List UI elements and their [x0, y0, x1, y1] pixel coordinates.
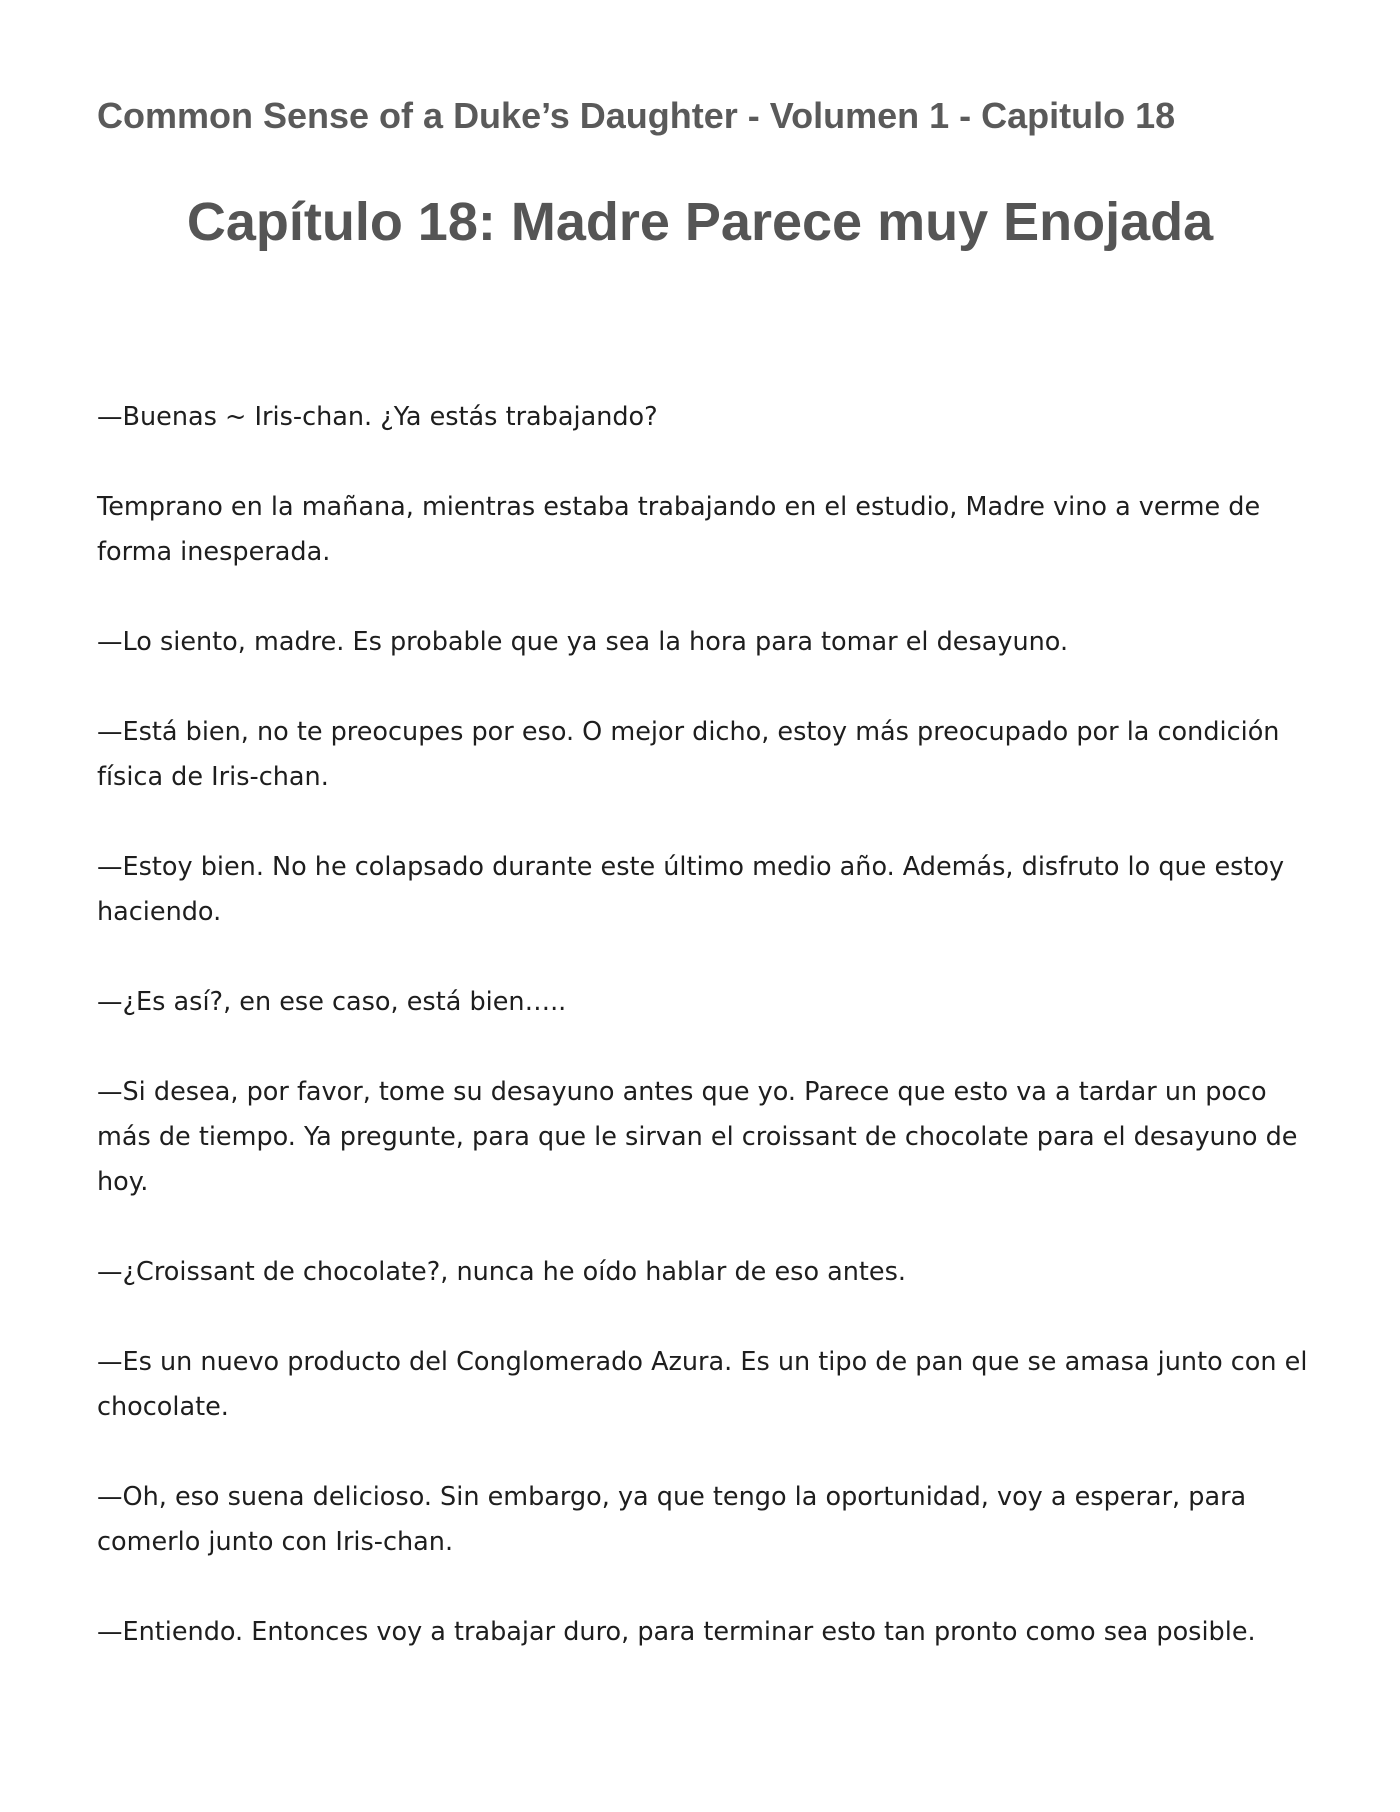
paragraph: —Está bien, no te preocupes por eso. O mejor dicho, estoy más preocupado por la condición física de Iris-chan. [97, 717, 1280, 792]
paragraph: —Lo siento, madre. Es probable que ya sea la hora para tomar el desayuno. [97, 627, 1069, 657]
series-header: Common Sense of a Duke’s Daughter - Volumen 1 - Capitulo 18 [97, 95, 1176, 136]
paragraph: —¿Croissant de chocolate?, nunca he oído hablar de eso antes. [97, 1257, 907, 1287]
paragraph: —Estoy bien. No he colapsado durante este último medio año. Además, disfruto lo que estoy haciendo. [97, 852, 1285, 927]
chapter-title: Capítulo 18: Madre Parece muy Enojada [186, 192, 1214, 252]
paragraph: —Oh, eso suena delicioso. Sin embargo, ya que tengo la oportunidad, voy a esperar, para comerlo junto con Iris-chan. [97, 1482, 1247, 1557]
paragraph: —Es un nuevo producto del Conglomerado Azura. Es un tipo de pan que se amasa junto con el chocolate. [97, 1347, 1308, 1422]
paragraph: —Entiendo. Entonces voy a trabajar duro, para terminar esto tan pronto como sea posible. [97, 1617, 1256, 1647]
paragraph: Temprano en la mañana, mientras estaba trabajando en el estudio, Madre vino a verme de forma inesperada. [97, 492, 1261, 567]
chapter-body [97, 395, 1317, 1700]
paragraph: —¿Es así?, en ese caso, está bien….. [97, 987, 567, 1017]
paragraph: —Buenas ~ Iris-chan. ¿Ya estás trabajando? [97, 402, 658, 432]
paragraph: —Si desea, por favor, tome su desayuno antes que yo. Parece que esto va a tardar un poco más de tiempo. Ya pregunte, para que le sirvan el croissant de chocolate para el desayuno de hoy. [97, 1077, 1298, 1197]
